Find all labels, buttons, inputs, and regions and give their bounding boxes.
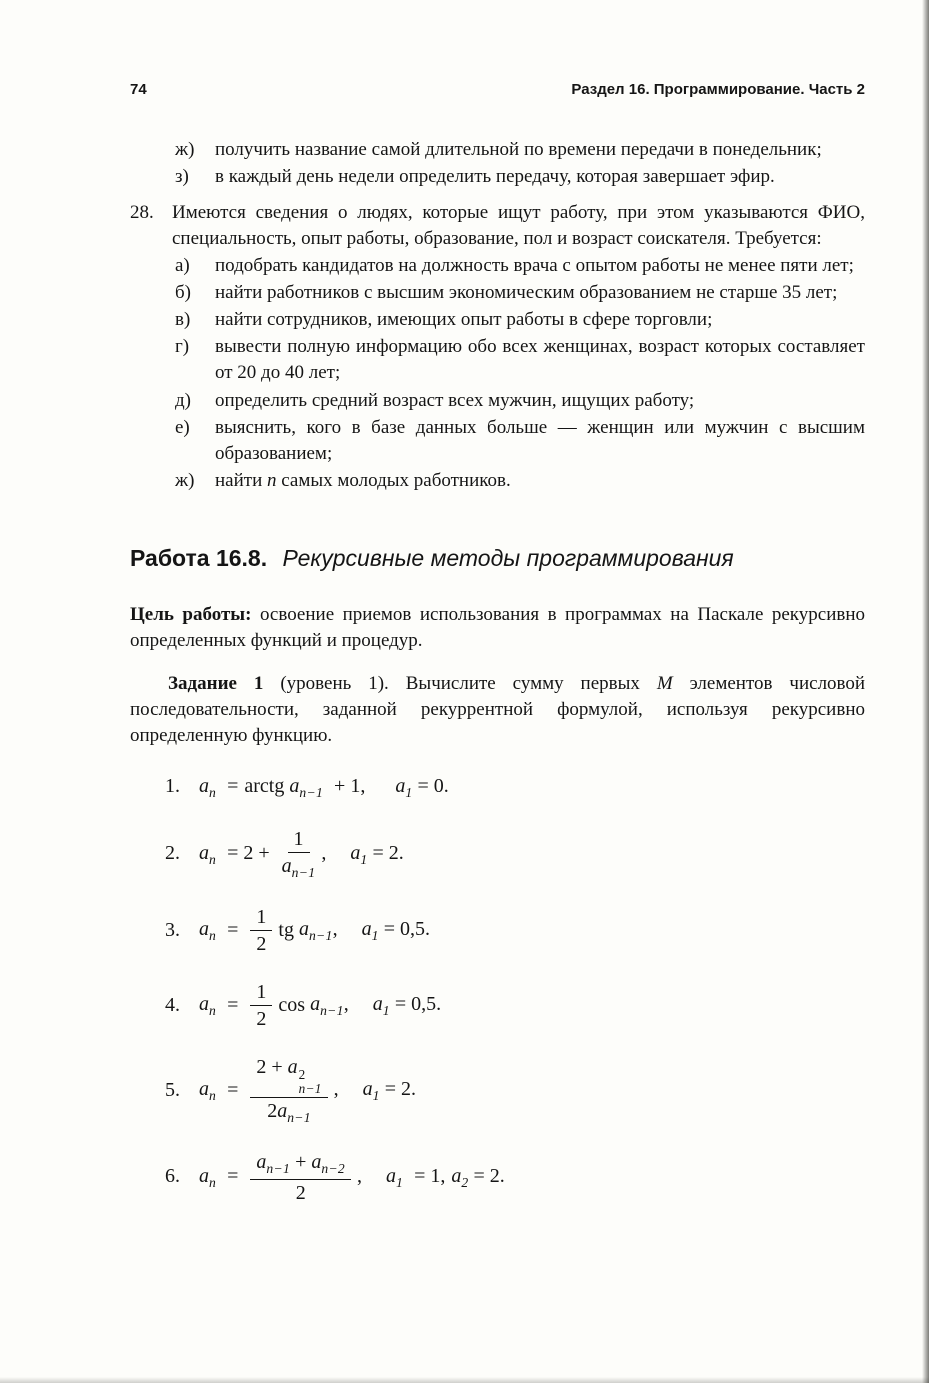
math-sub: 1 [372,1088,380,1104]
math-operator: = [227,993,239,1016]
math-sup: 2 [298,1067,306,1083]
math-var: a [451,1165,462,1188]
math-var: a [362,1078,373,1101]
problem-28-intro-row [130,200,865,252]
math-sub: 1 [371,928,379,944]
item-text-pre: найти [215,470,263,492]
math-var: a [311,1151,322,1174]
item-marker: б) [175,281,191,303]
task-text-pre: Вычислите сумму первых [405,672,640,694]
list-item [175,137,865,163]
math-var: a [287,1056,298,1079]
formula-2 [165,827,865,881]
math-operator: = [227,775,239,798]
formula-number: 2. [165,841,180,864]
math-var: a [350,841,361,864]
list-item [175,307,865,333]
formula-number: 6. [165,1165,180,1188]
item-marker: в) [175,309,191,330]
math-var: a [361,918,372,941]
math-var: M [656,672,673,694]
goal-label: Цель работы: [130,604,252,626]
formula-number: 3. [165,918,180,941]
list-continuation [175,137,865,190]
math-operator: , [332,918,338,941]
math-var: a [199,1165,209,1188]
section-title: Рекурсивные методы программирования [282,544,734,571]
math-operator: = 2. [473,1165,505,1188]
section-heading [130,543,865,575]
fraction [250,1150,351,1204]
page-number: 74 [130,81,147,98]
running-header: Раздел 16. Программирование. Часть 2 [571,81,865,98]
math-var: a [199,993,209,1016]
math-operator: , [333,1078,339,1101]
math-sub: n−1 [320,1003,344,1019]
math-var: a [199,918,209,941]
fraction-denominator: 2 [295,1181,306,1204]
fraction-denominator: 2 [256,933,267,956]
math-sub: 1 [360,851,368,867]
math-sub: n [209,928,217,944]
fraction-denominator [282,853,316,881]
math-function: arctg [244,775,285,798]
problem-intro: Имеются сведения о людях, которые ищут работу, при этом указываются ФИО, специальность, опыт работы, образование, пол и возраст соискателя. Требуется: [172,202,865,250]
formula-number: 4. [165,993,180,1016]
math-var: a [289,775,300,798]
fraction [250,1055,327,1126]
item-text-post: самых молодых работников. [281,470,511,492]
math-operator: , [321,841,327,864]
task-label: Задание 1 [168,672,264,694]
math-sub: n [209,1088,217,1104]
formula-4 [165,980,865,1031]
math-var: a [281,855,292,878]
fraction [250,980,272,1031]
item-text: в каждый день недели определить передачу, которая завершает эфир. [215,165,775,187]
math-sub: n−1 [298,1081,322,1097]
math-operator: = 1, [414,1165,446,1188]
math-sub: 2 [461,1175,469,1191]
math-supsub [299,1068,322,1096]
problem-number: 28. [130,202,154,224]
formula-1 [165,773,865,803]
math-sub: 1 [405,785,413,801]
goal-paragraph [130,602,865,654]
math-operator: = 2. [384,1078,417,1101]
math-sub: n [209,851,217,867]
list-item [175,415,865,467]
item-text: определить средний возраст всех мужчин, ищущих работу; [215,389,695,411]
math-var: n [267,470,277,492]
math-sub: n [209,1003,217,1019]
task-paragraph [130,671,865,750]
formula-6 [165,1150,865,1204]
item-marker: д) [175,389,191,411]
math-var: a [298,918,309,941]
formula-number: 1. [165,775,180,798]
math-sub: n−1 [299,785,324,801]
math-sub: n−1 [287,1110,311,1126]
list-item [175,334,865,386]
task-text-post: элементов числовой последовательности, заданной рекуррентной формулой, используя рекурсивно определенную функцию. [130,672,866,747]
math-operator: = [227,1165,239,1188]
math-operator: = 0,5. [383,918,431,941]
math-function: cos [278,993,306,1016]
item-marker: ж) [175,470,195,492]
page-header [130,80,865,101]
formula-list [165,773,865,1204]
fraction-numerator [250,1150,351,1179]
math-var: a [386,1165,397,1188]
item-marker: г) [175,336,190,358]
item-text: вывести полную информацию обо всех женщинах, возраст которых составляет от 20 до 40 лет; [215,336,865,384]
item-marker: з) [175,165,189,187]
math-operator: = 0. [417,775,449,798]
list-item [175,388,865,414]
math-operator: = 2 + [227,841,270,864]
math-sub: n [209,1175,217,1191]
math-sub: 1 [396,1175,404,1191]
fraction [282,827,316,881]
task-level: (уровень 1). [280,672,389,694]
math-sub: n−2 [321,1161,346,1177]
formula-3 [165,905,865,956]
math-var: a [395,775,406,798]
math-operator: = [227,1078,239,1101]
math-operator: = 2. [372,841,404,864]
math-sub: n−1 [308,928,333,944]
math-operator: 2 + [256,1056,283,1079]
problem-28-sublist [175,253,865,495]
fraction [250,905,272,956]
item-text: выяснить, кого в базе данных больше — женщин или мужчин с высшим образованием; [215,416,865,465]
math-var: a [199,841,209,864]
fraction-denominator: 2 [256,1008,267,1031]
math-var: a [199,775,209,798]
item-text: получить название самой длительной по времени передачи в понедельник; [215,138,822,160]
formula-5 [165,1055,865,1126]
formula-number: 5. [165,1078,180,1101]
list-item [175,280,865,306]
fraction-numerator [250,1055,327,1098]
math-operator: = [227,918,239,941]
math-operator: = 0,5. [394,993,442,1016]
goal-text: освоение приемов использования в программах на Паскале рекурсивно определенных функций и процедур. [130,604,866,652]
item-text: найти сотрудников, имеющих опыт работы в сфере торговли; [215,309,713,330]
math-var: a [199,1078,209,1101]
math-function: tg [278,918,294,941]
item-text: подобрать кандидатов на должность врача с опытом работы не менее пяти лет; [215,254,854,276]
section-label: Работа 16.8. [130,544,268,571]
fraction-denominator [267,1098,311,1126]
math-var: a [372,993,383,1016]
math-var: a [310,993,321,1016]
list-item [175,164,865,190]
math-operator: , [357,1165,363,1188]
fraction-numerator: 1 [288,827,310,853]
math-coef: 2 [267,1100,278,1123]
item-text: найти работников с высшим экономическим образованием не старше 35 лет; [215,281,838,303]
math-operator: , [343,993,349,1016]
list-item [175,468,865,494]
fraction-numerator: 1 [250,980,272,1006]
item-marker: а) [175,254,190,276]
math-sub: n−1 [266,1161,291,1177]
list-item [175,253,865,279]
math-operator: + 1, [334,775,366,798]
math-sub: n−1 [291,865,316,881]
fraction-numerator: 1 [250,905,272,931]
item-text [215,468,865,494]
math-var: a [256,1151,267,1174]
item-marker: ж) [175,138,195,160]
math-sub: n [209,785,217,801]
math-operator: + [295,1151,307,1174]
math-var: a [277,1100,288,1123]
problem-28 [130,200,865,494]
math-sub: 1 [382,1003,390,1019]
item-marker: е) [175,416,190,438]
